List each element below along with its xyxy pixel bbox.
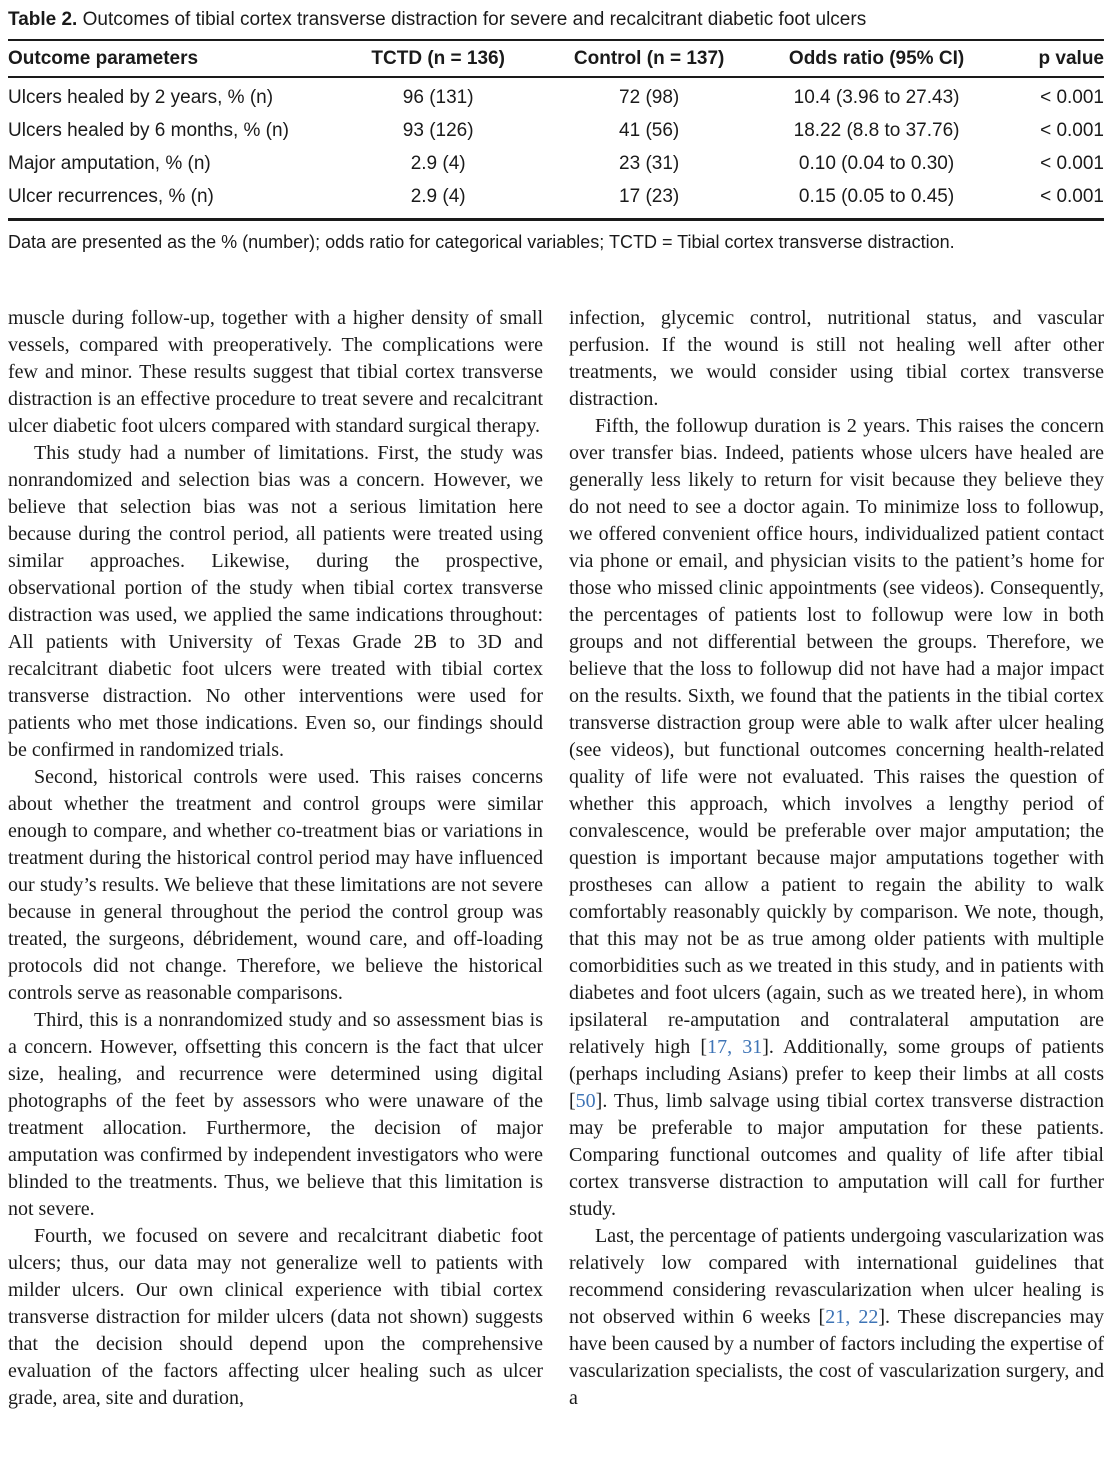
table-cell: Major amputation, % (n)	[8, 153, 211, 174]
table-cell: < 0.001	[1040, 186, 1104, 207]
column-header: Control (n = 137)	[540, 40, 759, 77]
body-text: ]. Additionally, some groups of patients (perhaps including Asians) prefer to keep their limbs at all costs [	[569, 1036, 1104, 1112]
body-text: muscle during follow-up, together with a higher density of small vessels, compared with preoperatively. The complications were few and minor. These results suggest that tibial cortex transverse distraction is an effective procedure to treat severe and recalcitrant ulcer diabetic foot ulcers compared with standard surgical therapy.	[8, 307, 543, 437]
paragraph	[569, 1223, 1104, 1412]
body-text: Third, this is a nonrandomized study and so assessment bias is a concern. However, offsetting this concern is the fact that ulcer size, healing, and recurrence were determined using digital photographs of the feet by assessors who were unaware of the treatment allocation. Furthermore, the decision of major amputation was confirmed by independent investigators who were blinded to the treatments. Thus, we believe that this limitation is not severe.	[8, 1009, 543, 1220]
table-cell: 93 (126)	[402, 120, 474, 141]
table-cell: 17 (23)	[619, 186, 680, 207]
paragraph	[569, 413, 1104, 1223]
paragraph	[8, 440, 543, 764]
paragraph	[8, 1007, 543, 1223]
body-text: Last, the percentage of patients undergoing vascularization was relatively low compared with international guidelines that recommend considering revascularization when ulcer healing is not observed within 6 weeks [	[569, 1225, 1104, 1328]
table-cell: 2.9 (4)	[410, 153, 466, 174]
table-caption-text: Outcomes of tibial cortex transverse distraction for severe and recalcitrant diabetic foot ulcers	[82, 9, 867, 30]
table-row	[8, 77, 1104, 114]
table-cell: 2.9 (4)	[410, 186, 466, 207]
body-text: ]. These discrepancies may have been caused by a number of factors including the expertise of vascularization specialists, the cost of vascularization surgery, and a	[569, 1306, 1104, 1409]
outcomes-table-header	[8, 40, 1104, 77]
body-text: infection, glycemic control, nutritional status, and vascular perfusion. If the wound is still not healing well after other treatments, we would consider using tibial cortex transverse distraction.	[569, 307, 1104, 410]
outcomes-table	[8, 39, 1104, 221]
table-cell: 0.15 (0.05 to 0.45)	[798, 186, 955, 207]
column-header: p value	[994, 40, 1104, 77]
table-cell: Ulcers healed by 2 years, % (n)	[8, 87, 274, 108]
left-text-column	[8, 305, 543, 1412]
table-cell: Ulcer recurrences, % (n)	[8, 186, 214, 207]
table-cell: < 0.001	[1040, 153, 1104, 174]
body-text: This study had a number of limitations. First, the study was nonrandomized and selection bias was a concern. However, we believe that selection bias was not a serious limitation here because during the control period, all patients were treated using similar approaches. Likewise, during the prospective, observational portion of the study when tibial cortex transverse distraction was used, we applied the same indications throughout: All patients with University of Texas Grade 2B to 3D and recalcitrant diabetic foot ulcers were treated with tibial cortex transverse distraction. No other interventions were used for patients who met those indications. Even so, our findings should be confirmed in randomized trials.	[8, 442, 543, 761]
table-cell: < 0.001	[1040, 87, 1104, 108]
paragraph	[8, 1223, 543, 1412]
paragraph	[8, 305, 543, 440]
body-text: Fourth, we focused on severe and recalcitrant diabetic foot ulcers; thus, our data may not generalize well to patients with milder ulcers. Our own clinical experience with tibial cortex transverse distraction for milder ulcers (data not shown) suggests that the decision should depend upon the comprehensive evaluation of the factors affecting ulcer healing such as ulcer grade, area, site and duration,	[8, 1225, 543, 1409]
citation-link[interactable]: 21, 22	[825, 1306, 879, 1328]
table-cell: 72 (98)	[619, 87, 680, 108]
table-cell: Ulcers healed by 6 months, % (n)	[8, 120, 289, 141]
body-text: Fifth, the followup duration is 2 years. This raises the concern over transfer bias. Indeed, patients whose ulcers have healed are generally less likely to return for visit because they believe they do not need to see a doctor again. To minimize loss to followup, we offered convenient office hours, individualized patient contact via phone or email, and physician visits to the patient’s home for those who missed clinic appointments (see videos). Consequently, the percentages of patients lost to followup were low in both groups and not differential between the groups. Therefore, we believe that the loss to followup did not have had a major impact on the results. Sixth, we found that the patients in the tibial cortex transverse distraction group were able to walk after ulcer healing (see videos), but functional outcomes concerning health-related quality of life were not evaluated. This raises the question of whether this approach, which involves a lengthy period of convalescence, would be preferable over major amputation; the question is important because major amputations together with prostheses can allow a patient to regain the ability to walk comfortably reasonably quickly by comparison. We note, though, that this may not be as true among older patients with multiple comorbidities such as we treated in this study, and in patients with diabetes and foot ulcers (again, such as we treated here), in whom ipsilateral re-amputation and contralateral amputation are relatively high [	[569, 415, 1104, 1058]
table-cell: 41 (56)	[619, 120, 680, 141]
table-cell: 18.22 (8.8 to 37.76)	[793, 120, 960, 141]
table-cell: < 0.001	[1040, 120, 1104, 141]
table-cell: 23 (31)	[619, 153, 680, 174]
table-caption	[8, 8, 1104, 31]
column-header: TCTD (n = 136)	[337, 40, 540, 77]
article-body	[8, 305, 1104, 1412]
table-footnote: Data are presented as the % (number); odds ratio for categorical variables; TCTD = Tibial cortex transverse distraction.	[8, 232, 955, 252]
table-cell: 96 (131)	[402, 87, 474, 108]
body-text: ]. Thus, limb salvage using tibial cortex transverse distraction may be preferable to major amputation for these patients. Comparing functional outcomes and quality of life after tibial cortex transverse distraction to amputation will call for further study.	[569, 1090, 1104, 1220]
paragraph	[569, 305, 1104, 413]
paragraph	[8, 764, 543, 1007]
table-cell: 10.4 (3.96 to 27.43)	[793, 87, 960, 108]
table-row	[8, 180, 1104, 220]
column-header: Odds ratio (95% CI)	[759, 40, 995, 77]
citation-link[interactable]: 50	[575, 1090, 596, 1112]
table-row	[8, 147, 1104, 180]
right-text-column	[569, 305, 1104, 1412]
table-number: Table 2.	[8, 9, 78, 30]
column-header: Outcome parameters	[8, 40, 337, 77]
body-text: Second, historical controls were used. This raises concerns about whether the treatment and control groups were similar enough to compare, and whether co-treatment bias or variations in treatment during the historical control period may have influenced our study’s results. We believe that these limitations are not severe because in general throughout the period the control group was treated, the surgeons, débridement, wound care, and off-loading protocols did not change. Therefore, we believe the historical controls serve as reasonable comparisons.	[8, 766, 543, 1004]
table-cell: 0.10 (0.04 to 0.30)	[798, 153, 955, 174]
table-row	[8, 114, 1104, 147]
citation-link[interactable]: 17, 31	[707, 1036, 763, 1058]
